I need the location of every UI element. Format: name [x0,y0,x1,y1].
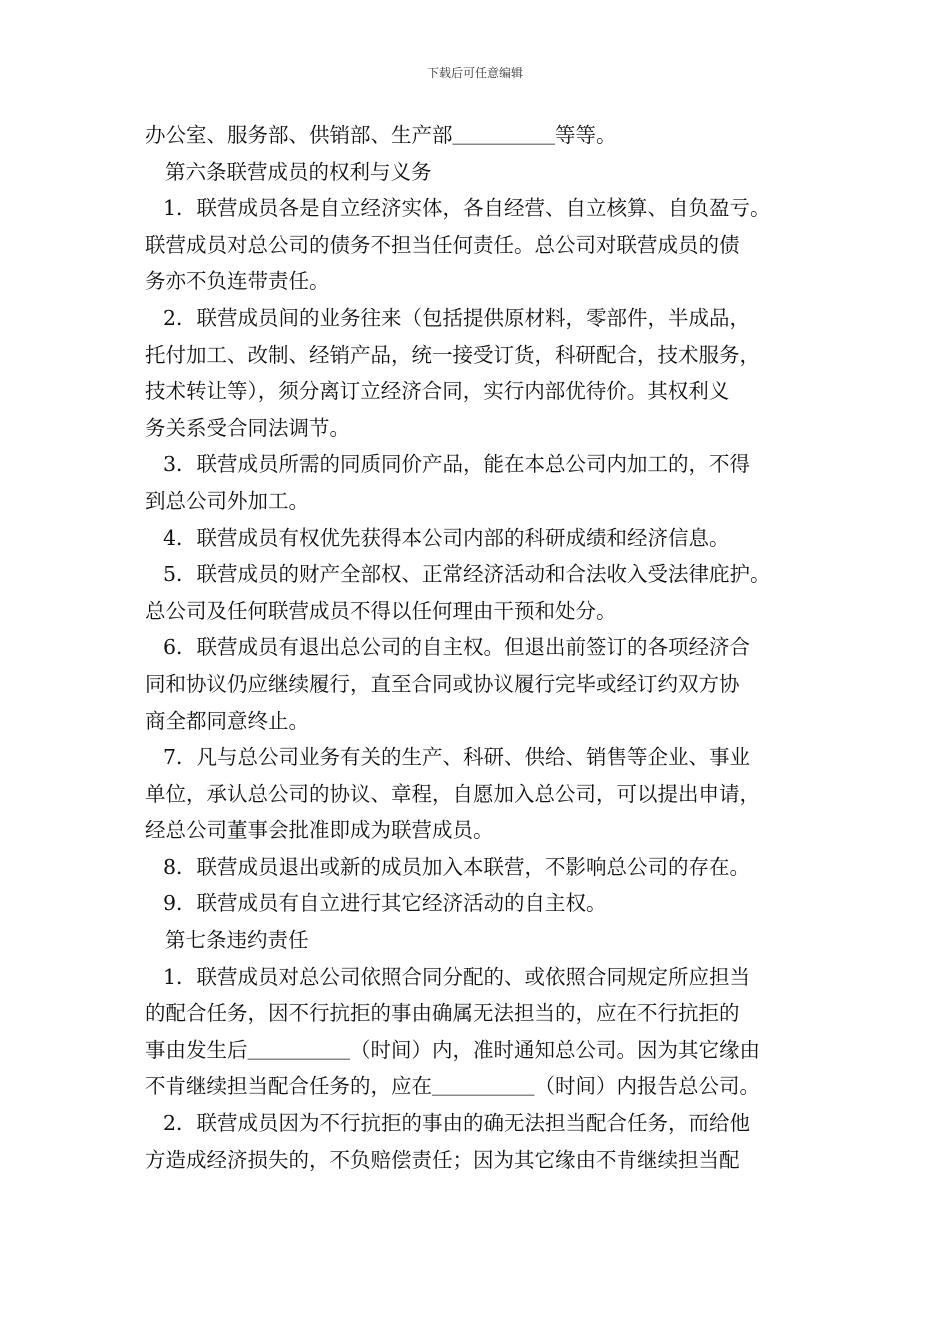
text-line: 4．联营成员有权优先获得本公司内部的科研成绩和经济信息。 [163,525,730,550]
text-line: 7．凡与总公司业务有关的生产、科研、供给、销售等企业、事业 [163,745,751,770]
text-line: 第六条联营成员的权利与义务 [165,159,432,184]
text-line: 同和协议仍应继续履行，直至合同或协议履行完毕或经订约双方协 [145,671,740,696]
text-line: 经总公司董事会批准即成为联营成员。 [145,818,494,843]
text-line: 的配合任务，因不行抗拒的事由确属无法担当的，应在不行抗拒的 [145,1001,740,1026]
text-line: 1．联营成员对总公司依照合同分配的、或依照合同规定所应担当 [163,964,751,989]
text-line: 到总公司外加工。 [145,488,309,513]
text-line: 第七条违约责任 [165,928,309,953]
text-line: 3．联营成员所需的同质同价产品，能在本总公司内加工的，不得 [163,452,751,477]
text-line: 总公司及任何联营成员不得以任何理由干预和处分。 [145,598,617,623]
text-line: 8．联营成员退出或新的成员加入本联营，不影响总公司的存在。 [163,854,751,879]
text-line: 1．联营成员各是自立经济实体，各自经营、自立核算、自负盈亏。 [163,196,771,221]
text-line: 2．联营成员间的业务往来（包括提供原材料，零部件，半成品， [163,305,751,330]
text-line: 5．联营成员的财产全部权、正常经济活动和合法收入受法律庇护。 [163,562,771,587]
text-line: 务亦不负连带责任。 [145,269,330,294]
text-line: 2．联营成员因为不行抗拒的事由的确无法担当配合任务，而给他 [163,1111,751,1136]
text-line: 9．联营成员有自立进行其它经济活动的自主权。 [163,891,607,916]
document-body [145,117,817,1178]
text-line: 单位，承认总公司的协议、章程，自愿加入总公司，可以提出申请， [145,781,760,806]
text-line: 务关系受合同法调节。 [145,415,350,440]
text-line: 商全都同意终止。 [145,708,309,733]
text-line: 办公室、服务部、供销部、生产部＿＿＿＿＿等等。 [145,123,617,147]
text-line: 托付加工、改制、经销产品，统一接受订货，科研配合，技术服务， [145,342,760,367]
text-line: 方造成经济损失的，不负赔偿责任；因为其它缘由不肯继续担当配 [145,1147,740,1172]
text-line: 6．联营成员有退出总公司的自主权。但退出前签订的各项经济合 [163,635,751,660]
page-header: 下载后可任意编辑 [426,66,523,80]
text-line: 不肯继续担当配合任务的，应在＿＿＿＿＿（时间）内报告总公司。 [145,1074,760,1099]
text-line: 联营成员对总公司的债务不担当任何责任。总公司对联营成员的债 [145,232,740,257]
text-line: 事由发生后＿＿＿＿＿（时间）内，准时通知总公司。因为其它缘由 [145,1037,760,1062]
text-line: 技术转让等），须分离订立经济合同，实行内部优待价。其权利义 [145,379,730,404]
